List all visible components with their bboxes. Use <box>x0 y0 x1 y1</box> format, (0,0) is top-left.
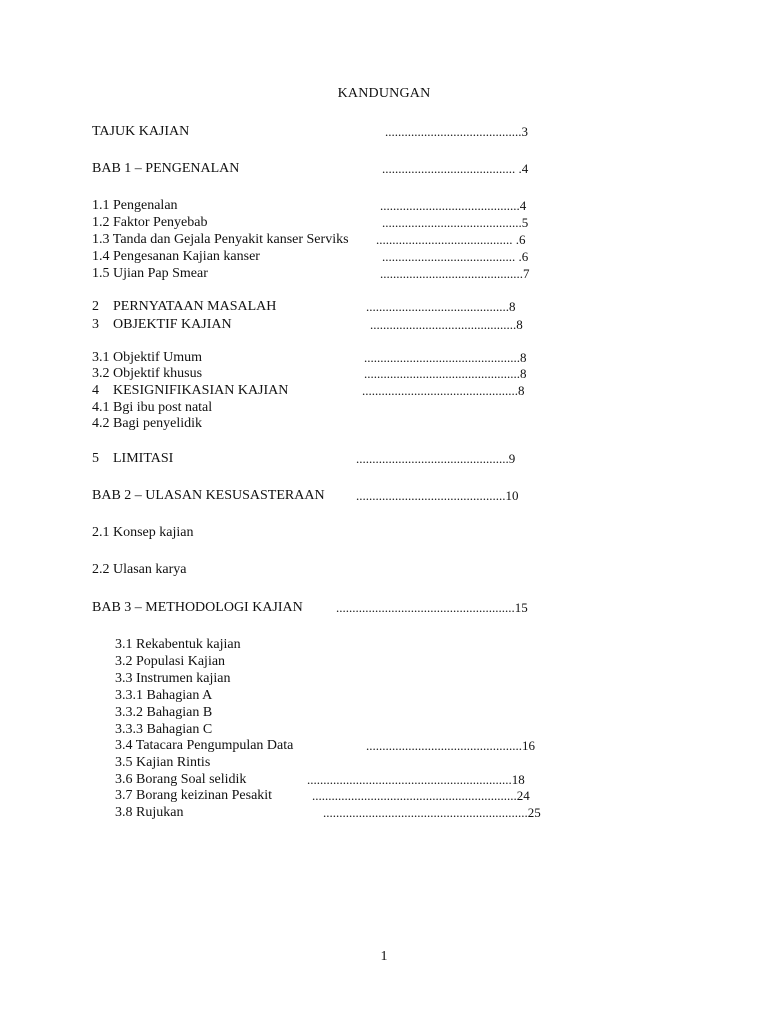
toc-label: 4 KESIGNIFIKASIAN KAJIAN <box>92 383 289 398</box>
toc-entry-4 <box>92 383 692 399</box>
toc-entry-1-3 <box>92 232 692 248</box>
toc-entry-3 <box>92 317 692 333</box>
toc-label: 4.2 Bagi penyelidik <box>92 416 203 431</box>
toc-page-number: 8 <box>520 366 527 381</box>
toc-leader: ...............................................................18 <box>307 772 525 787</box>
toc-label: 3.2 Objektif khusus <box>92 366 203 381</box>
toc-leader: ................................................8 <box>364 350 527 365</box>
toc-label: 5 LIMITASI <box>92 451 174 466</box>
toc-page-number: 10 <box>505 488 519 503</box>
toc-page-number: 5 <box>521 215 529 230</box>
toc-entry-2-1 <box>92 525 692 541</box>
toc-page-number: 3 <box>521 124 528 139</box>
toc-label: 2 PERNYATAAN MASALAH <box>92 299 277 314</box>
toc-entry-3-3-3 <box>115 722 675 738</box>
toc-entry-3-4 <box>115 738 675 754</box>
toc-page-number: 16 <box>522 738 535 753</box>
toc-entry-4-2 <box>92 416 692 432</box>
toc-label: 1.5 Ujian Pap Smear <box>92 266 208 281</box>
toc-entry-3-5 <box>115 755 675 771</box>
toc-label: 3.5 Kajian Rintis <box>115 755 211 770</box>
toc-label: 2.2 Ulasan karya <box>92 562 187 577</box>
toc-entry-bab-3 <box>92 600 692 616</box>
toc-leader: ..............................................10 <box>356 488 519 503</box>
toc-leader: ...............................................9 <box>356 451 516 466</box>
toc-entry-1-4 <box>92 249 692 265</box>
toc-label: 3.3.3 Bahagian C <box>115 722 213 737</box>
toc-leader: ................................................8 <box>362 383 525 398</box>
toc-page-number: 25 <box>527 805 541 820</box>
toc-entry-3-2-populasi <box>115 654 675 670</box>
toc-label: 3.3 Instrumen kajian <box>115 671 231 686</box>
toc-leader: ............................................7 <box>380 266 530 281</box>
toc-page-number: 8 <box>518 383 525 398</box>
toc-label: 3.7 Borang keizinan Pesakit <box>115 788 273 803</box>
toc-page-number: 7 <box>523 266 530 281</box>
toc-entry-1-5 <box>92 266 692 282</box>
toc-entry-1-1 <box>92 198 692 214</box>
toc-entry-2-2 <box>92 562 692 578</box>
toc-page-number: 9 <box>508 451 516 466</box>
toc-page-number: .6 <box>512 232 526 247</box>
toc-label: 1.2 Faktor Penyebab <box>92 215 208 230</box>
toc-leader: ......................................... .6 <box>382 249 529 264</box>
toc-label: 3.3.1 Bahagian A <box>115 688 213 703</box>
toc-label: 1.1 Pengenalan <box>92 198 178 213</box>
toc-page-number: .6 <box>515 249 529 264</box>
toc-page-number: 8 <box>516 317 523 332</box>
toc-label: BAB 1 – PENGENALAN <box>92 161 240 176</box>
toc-label: TAJUK KAJIAN <box>92 124 190 139</box>
page-title: KANDUNGAN <box>337 86 431 101</box>
toc-label: 3.1 Rekabentuk kajian <box>115 637 241 652</box>
toc-entry-3-8 <box>115 805 675 821</box>
toc-leader: ..........................................3 <box>385 124 528 139</box>
toc-entry-3-1-rekabentuk <box>115 637 675 653</box>
toc-label: 4.1 Bgi ibu post natal <box>92 400 213 415</box>
toc-entry-3-1 <box>92 350 692 366</box>
toc-entry-3-7 <box>115 788 675 804</box>
toc-leader: ................................................16 <box>366 738 535 753</box>
toc-leader: .......................................................15 <box>336 600 528 615</box>
toc-leader: ................................................8 <box>364 366 527 381</box>
toc-entry-4-1 <box>92 400 692 416</box>
toc-entry-3-3-instrumen <box>115 671 675 687</box>
toc-leader: ......................................... .4 <box>382 161 529 176</box>
toc-leader: .......................................... .6 <box>376 232 526 247</box>
toc-entry-3-3-2 <box>115 705 675 721</box>
toc-entry-3-3-1 <box>115 688 675 704</box>
page-number-footer: 1 <box>380 949 388 964</box>
toc-label: 2.1 Konsep kajian <box>92 525 194 540</box>
toc-entry-1-2 <box>92 215 692 231</box>
toc-leader: ............................................8 <box>366 299 516 314</box>
toc-label: 3.1 Objektif Umum <box>92 350 203 365</box>
toc-label: 3.3.2 Bahagian B <box>115 705 213 720</box>
toc-page-number: 8 <box>520 350 527 365</box>
toc-label: 3 OBJEKTIF KAJIAN <box>92 317 232 332</box>
toc-leader: .............................................8 <box>370 317 523 332</box>
toc-page-number: 8 <box>509 299 516 314</box>
toc-entry-3-6 <box>115 772 675 788</box>
toc-page-number: 18 <box>511 772 525 787</box>
toc-entry-bab-1 <box>92 161 692 177</box>
toc-label: 3.8 Rujukan <box>115 805 184 820</box>
toc-entry-2 <box>92 299 692 315</box>
toc-page-number: 4 <box>519 198 527 213</box>
toc-label: BAB 3 – METHODOLOGI KAJIAN <box>92 600 303 615</box>
toc-label: 1.4 Pengesanan Kajian kanser <box>92 249 260 264</box>
toc-label: 3.2 Populasi Kajian <box>115 654 226 669</box>
toc-page-number: 15 <box>514 600 528 615</box>
toc-leader: ...............................................................25 <box>323 805 541 820</box>
toc-page-number: 24 <box>516 788 530 803</box>
toc-label: 3.4 Tatacara Pengumpulan Data <box>115 738 294 753</box>
toc-page-number: .4 <box>515 161 529 176</box>
toc-leader: ...........................................4 <box>380 198 527 213</box>
toc-entry-5 <box>92 451 692 467</box>
toc-entry-3-2 <box>92 366 692 382</box>
toc-leader: ...........................................5 <box>382 215 529 230</box>
toc-entry-bab-2 <box>92 488 692 504</box>
toc-entry-tajuk-kajian <box>92 124 692 140</box>
toc-label: 3.6 Borang Soal selidik <box>115 772 247 787</box>
toc-label: 1.3 Tanda dan Gejala Penyakit kanser Serviks <box>92 232 349 247</box>
toc-label: BAB 2 – ULASAN KESUSASTERAAN <box>92 488 325 503</box>
toc-leader: ...............................................................24 <box>312 788 530 803</box>
